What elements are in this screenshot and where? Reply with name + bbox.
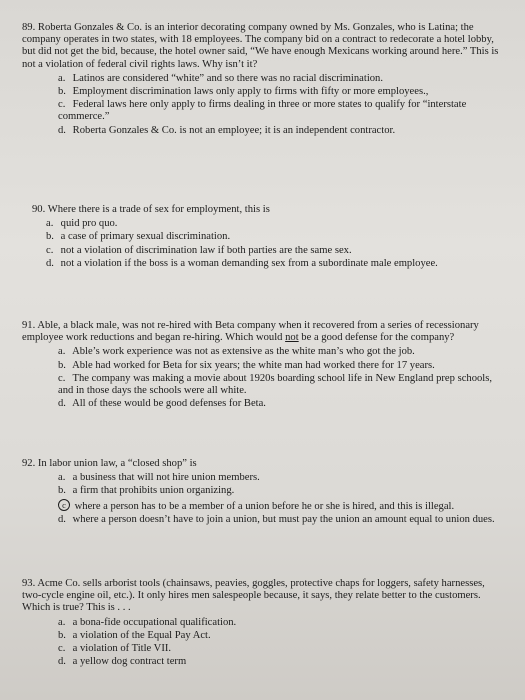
option-letter: b. [58, 485, 66, 497]
option-d [58, 514, 495, 526]
option-letter: d. [58, 513, 66, 525]
option-letter: a. [58, 616, 66, 628]
option-b [58, 360, 495, 372]
question-90 [32, 204, 495, 271]
question-stem: Able, a black male, was not re-hired with Beta company when it recovered from a series of recessionary employee work reductions and began re-hiring. Which would [22, 320, 479, 344]
option-list [22, 472, 495, 526]
option-list [22, 617, 497, 669]
option-a [58, 472, 495, 484]
option-list [32, 218, 495, 270]
option-c [46, 245, 495, 257]
option-list [22, 73, 499, 137]
option-text: a violation of the Equal Pay Act. [72, 629, 211, 641]
option-letter: d. [46, 257, 54, 269]
option-c [58, 99, 499, 123]
question-number: 93. [22, 578, 36, 589]
option-text: Employment discrimination laws only apply to firms with fifty or more employees., [72, 86, 429, 98]
option-d [58, 125, 499, 137]
option-d [58, 398, 495, 410]
option-a [58, 73, 499, 85]
option-text: Latinos are considered “white” and so there was no racial discrimination. [72, 72, 383, 84]
question-91-text [22, 320, 495, 344]
option-b [58, 86, 499, 98]
question-stem: Roberta Gonzales & Co. is an interior decorating company owned by Ms. Gonzales, who is Latina; the company operates in two states, with 18 employees. The company bid on a contract to redecorate a hotel lobby, but did not get the bid, because, the hotel owner said, “We have enough Mexicans working around here.” This is not a violation of federal civil rights laws. Why isn’t it? [22, 22, 499, 70]
option-text: a firm that prohibits union organizing. [72, 485, 235, 497]
question-stem: Acme Co. sells arborist tools (chainsaws, peavies, goggles, protective chaps for loggers, safety harnesses, two-cycle engine oil, etc.). It only hires men salespeople because, it says, they relate better to the customers. Which is true? This is . . . [22, 578, 485, 614]
question-93-text [22, 578, 497, 615]
option-text: a violation of Title VII. [72, 643, 172, 655]
option-c [58, 373, 495, 397]
question-89 [22, 22, 499, 138]
option-letter: a. [46, 218, 54, 230]
option-letter: b. [46, 231, 54, 243]
question-91 [22, 320, 495, 411]
question-92 [22, 458, 495, 527]
question-number: 90. [32, 204, 46, 215]
option-c [58, 643, 497, 655]
option-text: quid pro quo. [60, 218, 118, 230]
option-letter: a. [58, 346, 66, 358]
option-a [58, 346, 495, 358]
underlined-word: not [285, 332, 299, 344]
option-list [22, 346, 495, 410]
option-letter: a. [58, 472, 66, 484]
option-d [46, 258, 495, 270]
option-text: The company was making a movie about 1920s boarding school life in New England prep schools, and in those days the schools were all white. [58, 372, 493, 397]
option-letter: d. [58, 398, 66, 410]
question-stem: Where there is a trade of sex for employment, this is [47, 204, 270, 215]
option-letter: c. [58, 643, 66, 655]
option-text: All of these would be good defenses for Beta. [72, 398, 266, 410]
option-letter: a. [58, 72, 66, 84]
option-letter: b. [58, 86, 66, 98]
question-number: 91. [22, 320, 36, 331]
option-b [46, 231, 495, 243]
option-text: where a person has to be a member of a union before he or she is hired, and this is illegal. [74, 500, 455, 512]
option-text: a bona-fide occupational qualification. [72, 616, 237, 628]
option-text: not a violation if the boss is a woman demanding sex from a subordinate male employee. [60, 257, 438, 269]
question-stem-end: be a good defense for the company? [298, 332, 455, 344]
option-b [58, 485, 495, 497]
option-letter: c. [46, 244, 54, 256]
option-text: Federal laws here only apply to firms dealing in three or more states to qualify for “interstate commerce.” [58, 99, 467, 123]
question-90-text [32, 204, 495, 216]
option-letter: b. [58, 359, 66, 371]
option-text: Able had worked for Beta for six years; the white man had worked there for 17 years. [72, 359, 435, 371]
question-93 [22, 578, 497, 669]
option-text: where a person doesn’t have to join a union, but must pay the union an amount equal to union dues. [72, 513, 495, 525]
option-text: Able’s work experience was not as extensive as the white man’s who got the job. [72, 346, 415, 358]
option-d [58, 656, 497, 668]
question-number: 92. [22, 458, 36, 469]
option-text: not a violation of discrimination law if both parties are the same sex. [60, 244, 352, 256]
option-b [58, 630, 497, 642]
option-letter: d. [58, 656, 66, 668]
option-a [46, 218, 495, 230]
question-stem: In labor union law, a “closed shop” is [37, 458, 197, 469]
option-text: a business that will not hire union members. [72, 472, 260, 484]
option-letter: c. [58, 99, 66, 111]
option-text: a yellow dog contract term [72, 656, 187, 668]
option-a [58, 617, 497, 629]
option-c-selected [58, 499, 495, 513]
option-letter: d. [58, 124, 66, 136]
option-text: Roberta Gonzales & Co. is not an employee; it is an independent contractor. [72, 124, 396, 136]
question-92-text [22, 458, 495, 470]
option-text: a case of primary sexual discrimination. [60, 231, 231, 243]
option-letter: c. [58, 372, 66, 384]
question-89-text [22, 22, 499, 71]
option-letter: b. [58, 629, 66, 641]
circled-answer-mark: c [58, 499, 70, 511]
question-number: 89. [22, 22, 36, 33]
